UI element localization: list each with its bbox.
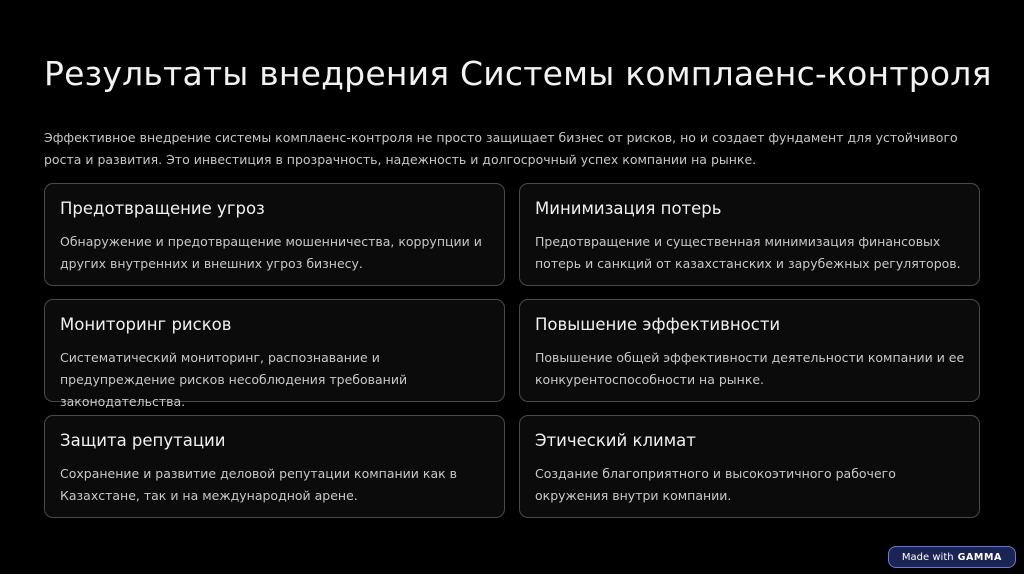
card-ethical-climate [519,415,980,518]
card-text: Систематический мониторинг, распознавание и предупреждение рисков несоблюдения требований законодательства. [60,350,408,409]
card-title: Этический климат [535,431,696,450]
card-text: Предотвращение и существенная минимизация финансовых потерь и санкций от казахстанских и зарубежных регуляторов. [535,234,961,271]
card-threat-prevention [44,183,505,286]
card-title: Повышение эффективности [535,315,781,334]
card-risk-monitoring [44,299,505,409]
results-grid [44,183,980,518]
card-title: Мониторинг рисков [60,315,232,334]
page-title: Результаты внедрения Системы комплаенс-контроля [44,54,992,93]
made-with-gamma-badge[interactable] [888,546,1016,568]
gamma-logo: GAMMA [957,551,1002,563]
card-title: Защита репутации [60,431,226,450]
intro-paragraph: Эффективное внедрение системы комплаенс-контроля не просто защищает бизнес от рисков, но и создает фундамент для устойчивого роста и развития. Это инвестиция в прозрачность, надежность и долгосрочный успех компании на рынке. [44,130,958,167]
card-loss-minimization [519,183,980,286]
card-text: Обнаружение и предотвращение мошенничества, коррупции и других внутренних и внешних угроз бизнесу. [60,234,482,271]
card-text: Сохранение и развитие деловой репутации компании как в Казахстане, так и на международной арене. [60,466,457,503]
card-reputation [44,415,505,518]
card-text: Создание благоприятного и высокоэтичного рабочего окружения внутри компании. [535,466,896,503]
card-title: Минимизация потерь [535,199,722,218]
card-title: Предотвращение угроз [60,199,265,218]
card-efficiency [519,299,980,402]
card-text: Повышение общей эффективности деятельности компании и ее конкурентоспособности на рынке. [535,350,965,387]
badge-prefix: Made with [901,551,954,563]
